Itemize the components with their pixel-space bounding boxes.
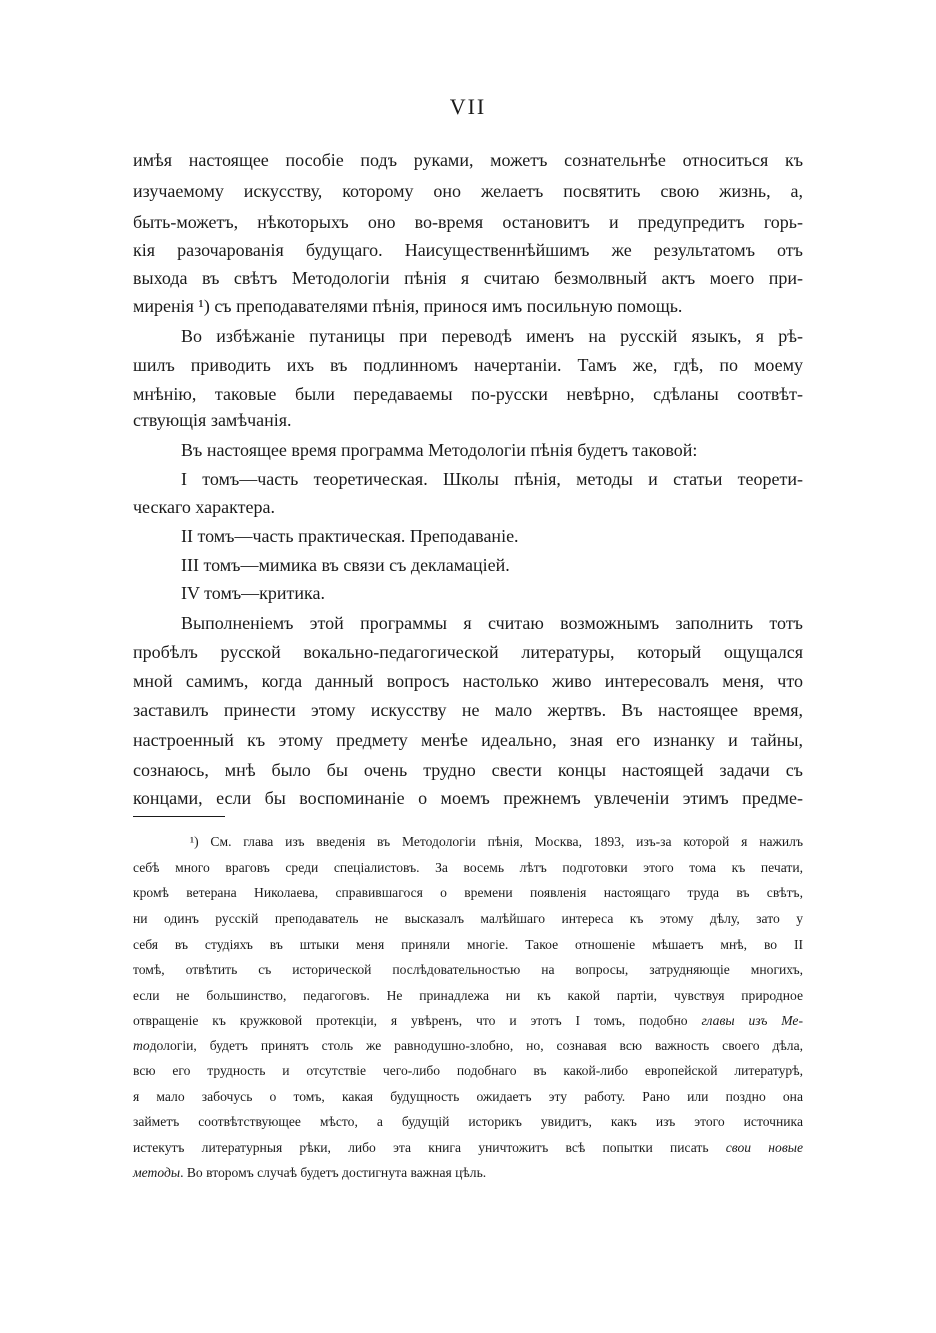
- footnote-line: [133, 1140, 803, 1156]
- text-line: сознаюсь, мнѣ было бы очень трудно свести концы настоящей задачи съ: [133, 760, 803, 780]
- footnote-line: кромѣ ветерана Николаева, справившагося о времени появленія настоящаго труда въ свѣтъ,: [133, 885, 803, 900]
- footnote-line: томѣ, отвѣтить съ исторической послѣдовательностью на вопросы, затрудняющіе многихъ,: [133, 962, 803, 977]
- text-line: ческаго характера.: [133, 497, 275, 517]
- text-line: II томъ—часть практическая. Преподаваніе.: [181, 526, 519, 546]
- footnote-line: займетъ соотвѣтствующее мѣсто, а будущій историкъ увидитъ, какъ изъ этого источника: [133, 1114, 803, 1129]
- text-line: Въ настоящее время программа Методологіи пѣнія будетъ таковой:: [181, 440, 698, 460]
- footnote-line: всю его трудность и отсутствіе чего-либо подобнаго въ какой-либо европейской литературѣ,: [133, 1063, 803, 1078]
- footnote-text: отвращеніе къ кружковой протекціи, я увѣренъ, что и этотъ I томъ, подобно: [133, 1013, 688, 1028]
- text-line: III томъ—мимика въ связи съ декламаціей.: [181, 555, 510, 575]
- footnote-separator: [133, 816, 225, 817]
- footnote-italic: то: [133, 1038, 150, 1053]
- footnote-italic: главы изъ Ме-: [701, 1013, 803, 1028]
- text-line: выхода въ свѣтъ Методологіи пѣнія я считаю безмолвный актъ моего при-: [133, 268, 803, 288]
- footnote-italic: методы: [133, 1165, 181, 1180]
- text-line: быть-можетъ, нѣкоторыхъ оно во-время остановитъ и предупредитъ горь-: [133, 212, 803, 232]
- footnote-line: себѣ много враговъ среди спеціалистовъ. За восемь лѣтъ подготовки этого тома къ печати,: [133, 860, 803, 875]
- text-line: Выполненіемъ этой программы я считаю возможнымъ заполнить тотъ: [181, 613, 803, 633]
- text-line: ствующія замѣчанія.: [133, 410, 292, 430]
- text-line: Во избѣжаніе путаницы при переводѣ именъ на русскій языкъ, я рѣ-: [181, 326, 803, 346]
- footnote-line: я мало забочусь о томъ, какая будущность ожидаетъ эту работу. Рано или поздно она: [133, 1089, 803, 1104]
- text-line: изучаемому искусству, которому оно желаетъ посвятить свою жизнь, а,: [133, 181, 803, 201]
- footnote-line: если не большинство, педагоговъ. Не принадлежа ни къ какой партіи, чувствуя природное: [133, 988, 803, 1003]
- page-number: VII: [449, 94, 487, 119]
- text-line: пробѣлъ русской вокально-педагогической литературы, который ощущался: [133, 642, 803, 662]
- footnote-text: . Во второмъ случаѣ будетъ достигнута важная цѣль.: [180, 1165, 487, 1180]
- text-line: миренія ¹) съ преподавателями пѣнія, принося имъ посильную помощь.: [133, 296, 683, 316]
- footnote-line: [133, 1013, 803, 1029]
- footnote-text: истекутъ литературныя рѣки, либо эта книга уничтожитъ всѣ попытки писать: [133, 1140, 709, 1155]
- text-line: шилъ приводить ихъ въ подлинномъ начертаніи. Тамъ же, гдѣ, по моему: [133, 355, 803, 375]
- text-line: имѣя настоящее пособіе подъ руками, можетъ сознательнѣе относиться къ: [133, 150, 803, 170]
- text-line: IV томъ—критика.: [181, 583, 325, 603]
- footnote-line: себя въ студіяхъ въ штыки меня приняли многіе. Такое отношеніе мѣшаетъ мнѣ, во II: [133, 937, 803, 952]
- footnote-line: ¹) См. глава изъ введенія въ Методологіи пѣнія, Москва, 1893, изъ-за которой я нажилъ: [190, 834, 803, 849]
- text-line: кія разочарованія будущаго. Наисущественнѣйшимъ же результатомъ отъ: [133, 240, 803, 260]
- text-line: заставилъ принести этому искусству не мало жертвъ. Въ настоящее время,: [133, 700, 803, 720]
- text-line: концами, если бы воспоминаніе о моемъ прежнемъ увлеченіи этимъ предме-: [133, 788, 803, 808]
- text-line: настроенный къ этому предмету менѣе идеально, зная его изнанку и тайны,: [133, 730, 803, 750]
- text-line: мной самимъ, когда данный вопросъ настолько живо интересовалъ меня, что: [133, 671, 803, 691]
- footnote-line: [133, 1038, 803, 1054]
- footnote-italic: свои новые: [725, 1140, 803, 1155]
- footnote-line: [133, 1165, 803, 1181]
- footnote-line: ни одинъ русскій преподаватель не высказалъ малѣйшаго интереса къ этому дѣлу, зато у: [133, 911, 803, 926]
- text-line: мнѣнію, таковые были передаваемы по-русски невѣрно, сдѣланы соотвѣт-: [133, 384, 803, 404]
- text-line: I томъ—часть теоретическая. Школы пѣнія, методы и статьи теорети-: [181, 469, 803, 489]
- footnote-text: дологіи, будетъ принятъ столь же равнодушно-злобно, но, сознавая всю важность своего дѣла,: [149, 1038, 803, 1053]
